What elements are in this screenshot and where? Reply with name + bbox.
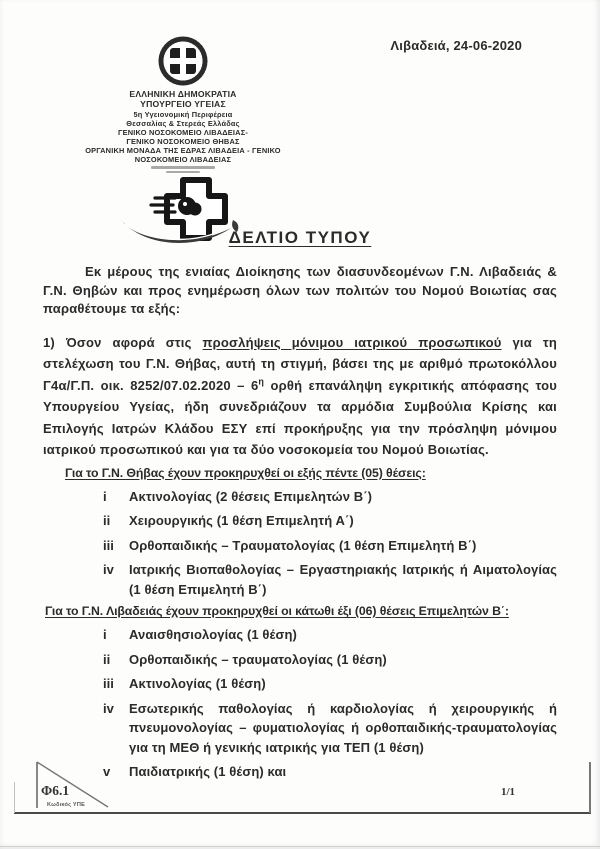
roman-numeral: i: [103, 488, 107, 504]
file-code: Φ6.1: [41, 783, 70, 798]
illegible-small-text: [151, 166, 215, 169]
file-code-caption: Κωδικός ΥΠΕ: [47, 802, 85, 808]
position-text: Εσωτερικής παθολογίας ή καρδιολογίας ή χειρουργικής ή πνευμονολογίας – φυματιολογίας ή ορθοπαιδικής-τραυματολογίας για τη ΜΕΘ ή γενικής ιατρικής για ΤΕΠ (1 θέση): [129, 700, 557, 755]
roman-numeral: iii: [103, 676, 114, 691]
position-text: Ορθοπαιδικής – Τραυματολογίας (1 θέση Επιμελητή Β΄): [129, 537, 477, 553]
roman-numeral: ii: [103, 651, 111, 667]
letterhead-line: Θεσσαλίας & Στερεάς Ελλάδας: [126, 119, 240, 128]
letterhead: [38, 34, 328, 250]
scan-left-edge: [14, 782, 15, 813]
position-text: Ιατρικής Βιοπαθολογίας – Εργαστηριακής Ιατρικής ή Αιματολογίας (1 θέση Επιμελητή Β΄): [129, 562, 557, 597]
letterhead-line: ΕΛΛΗΝΙΚΗ ΔΗΜΟΚΡΑΤΙΑ: [129, 89, 237, 99]
list-item: [103, 699, 557, 758]
point-emphasis: προσλήψεις μόνιμου ιατρικού προσωπικού: [202, 334, 502, 350]
letterhead-line: ΓΕΝΙΚΟ ΝΟΣΟΚΟΜΕΙΟ ΘΗΒΑΣ: [126, 137, 240, 147]
roman-numeral: ii: [103, 513, 111, 528]
thiva-section-heading: Για το Γ.Ν. Θήβας έχουν προκηρυχθεί οι εξής πέντε (05) θέσεις:: [65, 465, 426, 480]
date-line: Λιβαδειά, 24-06-2020: [390, 38, 522, 53]
list-item: [103, 650, 557, 670]
thiva-positions-list: [43, 487, 557, 600]
greek-national-emblem-icon: [156, 34, 210, 86]
list-item: [103, 560, 557, 599]
letterhead-line: ΟΡΓΑΝΙΚΗ ΜΟΝΑΔΑ ΤΗΣ ΕΔΡΑΣ ΛΙΒΑΔΕΙΑ - ΓΕΝΙΚΟ: [85, 146, 281, 156]
list-item: [103, 762, 557, 782]
roman-numeral: v: [103, 764, 111, 779]
list-item: [103, 536, 557, 556]
letterhead-line: ΥΠΟΥΡΓΕΙΟ ΥΓΕΙΑΣ: [140, 99, 226, 110]
filing-stamp: [28, 760, 128, 814]
roman-numeral: iv: [103, 562, 114, 577]
position-text: Ακτινολογίας (1 θέση): [129, 676, 266, 691]
intro-paragraph: Εκ μέρους της ενιαίας Διοίκησης των διασυνδεομένων Γ.Ν. Λιβαδειάς & Γ.Ν. Θηβών και προς ενημέρωση όλων των πολιτών του Νομού Βοιωτίας σας παραθέτουμε τα εξής:: [43, 264, 557, 316]
illegible-small-text: [166, 171, 200, 173]
list-item: [103, 674, 557, 694]
point-text: ορθή επανάληψη εγκριτικής απόφασης του Υπουργείου Υγείας, ήδη συνεδριάζουν τα αρμόδια Συμβούλια Κρίσης και Επιλογής Ιατρών Κλάδου ΕΣΥ επί προκήρυξης για την πρόσληψη μόνιμου ιατρικού προσωπικού και για τα δύο νοσοκομεία του Νομού Βοιωτίας.: [43, 377, 557, 457]
scan-bottom-edge: [0, 846, 600, 847]
roman-numeral: iii: [103, 537, 114, 553]
livadia-positions-list: [43, 625, 557, 782]
page-number: 1/1: [500, 786, 515, 798]
point-number: 1): [43, 334, 55, 350]
superscript: η: [258, 376, 265, 387]
list-item: [103, 511, 557, 531]
position-text: Ακτινολογίας (2 θέσεις Επιμελητών Β΄): [129, 488, 373, 504]
position-text: Χειρουργικής (1 θέση Επιμελητή Α΄): [129, 513, 354, 528]
scan-right-edge: [589, 762, 591, 813]
point-text: Όσον αφορά στις: [66, 334, 203, 350]
roman-numeral: i: [103, 627, 107, 642]
livadia-section-heading: Για το Γ.Ν. Λιβαδειάς έχουν προκηρυχθεί οι κάτωθι έξι (06) θέσεις Επιμελητών Β΄:: [45, 604, 509, 618]
point-text: για τη στελέχωση του Γ.Ν. Θήβας, αυτή τη στιγμή, βάσει της με αριθμό πρωτοκόλλου Γ4α/Γ.Π. οικ. 8252/07.02.2020 – 6: [43, 334, 557, 393]
page-title: ΔΕΛΤΙΟ ΤΥΠΟΥ: [228, 228, 372, 247]
letterhead-line: ΝΟΣΟΚΟΜΕΙΟ ΛΙΒΑΔΕΙΑΣ: [134, 155, 232, 165]
position-text: Ορθοπαιδικής – τραυματολογίας (1 θέση): [129, 651, 387, 667]
roman-numeral: iv: [103, 700, 114, 716]
letterhead-line: ΓΕΝΙΚΟ ΝΟΣΟΚΟΜΕΙΟ ΛΙΒΑΔΕΙΑΣ-: [117, 128, 249, 138]
position-text: Αναισθησιολογίας (1 θέση): [129, 627, 297, 642]
position-text: Παιδιατρικής (1 θέση) και: [129, 764, 287, 779]
list-item: [103, 487, 557, 507]
document-body: [43, 222, 557, 787]
letterhead-line: 5η Υγειονομική Περιφέρεια: [133, 109, 233, 119]
point-1-paragraph: [43, 332, 557, 461]
list-item: [103, 625, 557, 645]
footer-rule: [14, 812, 591, 814]
